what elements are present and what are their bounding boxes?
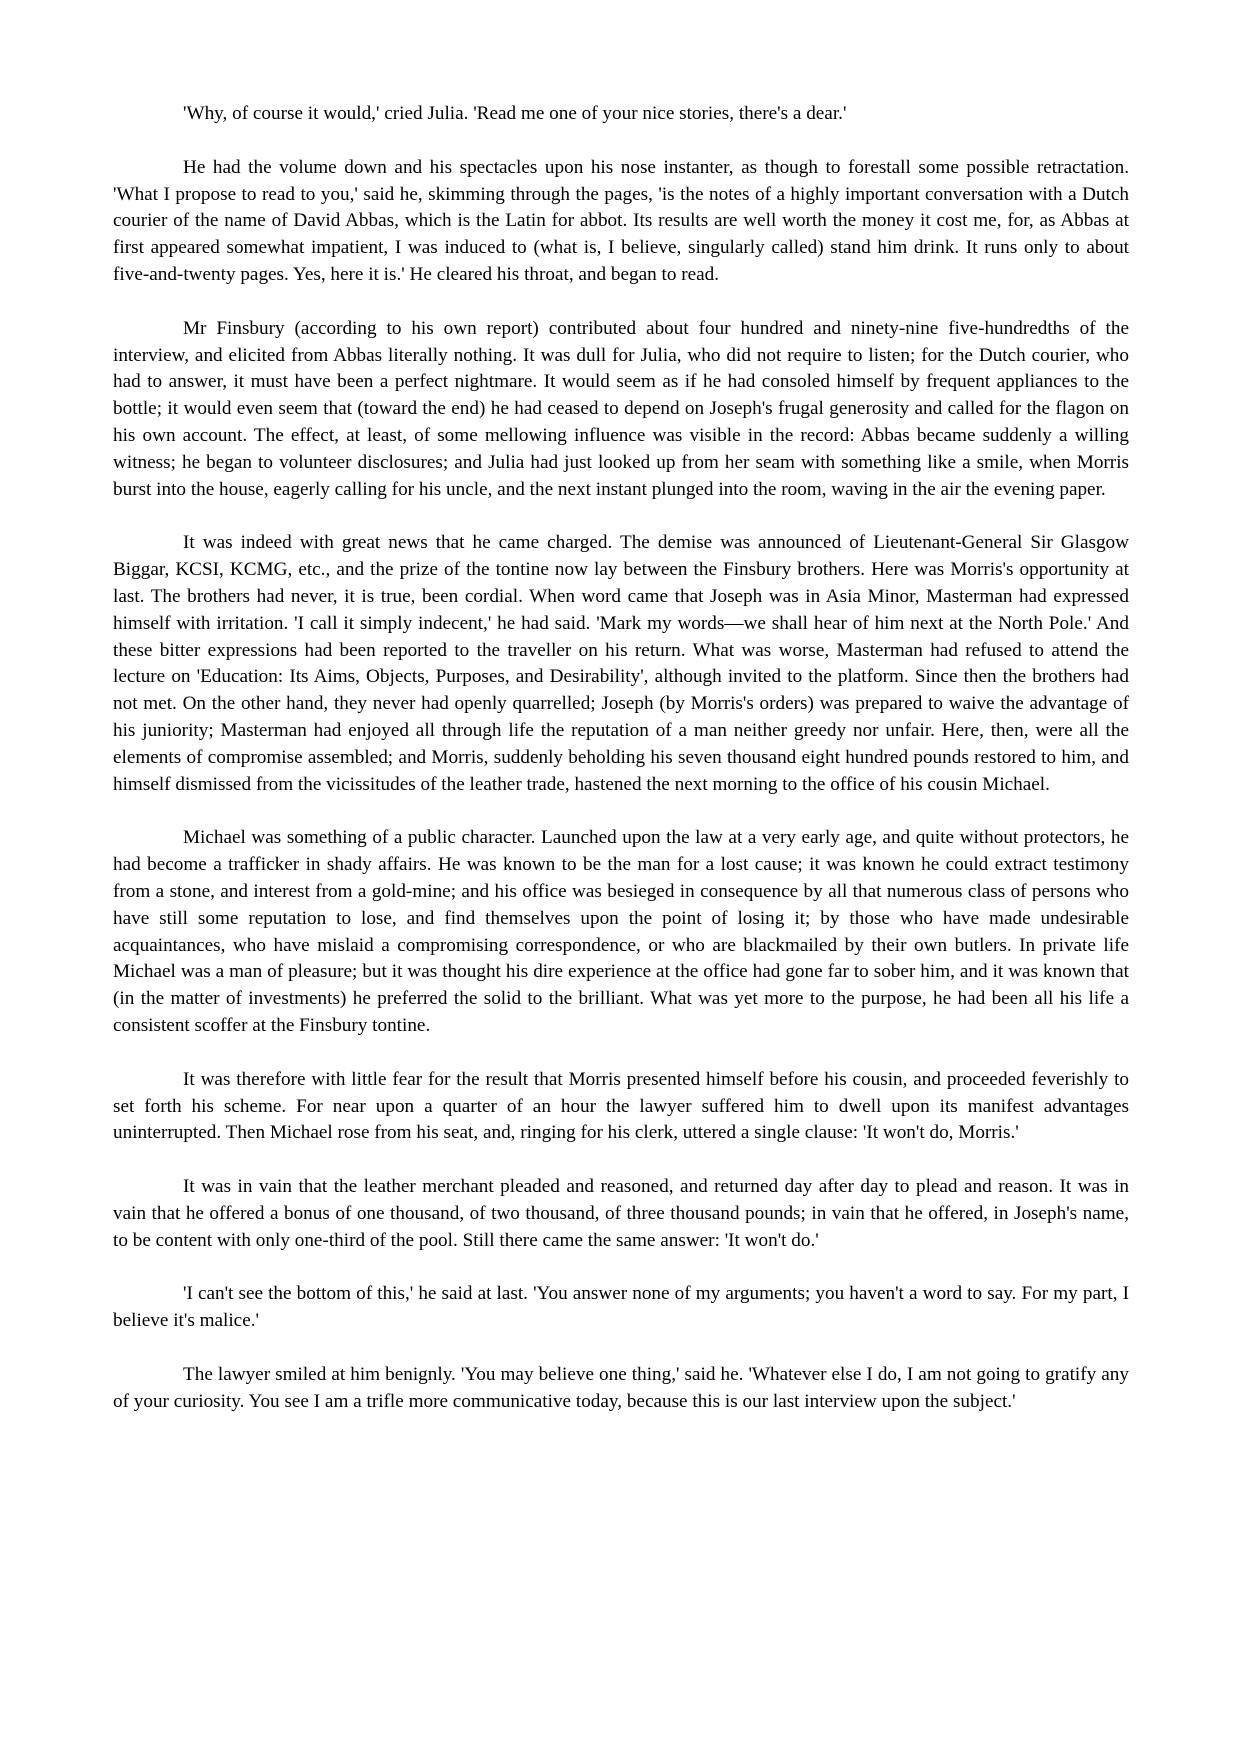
paragraph-5: Michael was something of a public character. Launched upon the law at a very early age, and quite without protectors, he had become a trafficker in shady affairs. He was known to be the man for a lost cause; it was known he could extract testimony from a stone, and interest from a gold-mine; and his office was besieged in consequence by all that numerous class of persons who have still some reputation to lose, and find themselves upon the point of losing it; by those who have made undesirable acquaintances, who have mislaid a compromising correspondence, or who are blackmailed by their own butlers. In private life Michael was a man of pleasure; but it was thought his dire experience at the office had gone far to sober him, and it was known that (in the matter of investments) he preferred the solid to the brilliant. What was yet more to the purpose, he had been all his life a consistent scoffer at the Finsbury tontine. (113, 827, 1129, 1036)
document-page (113, 101, 1129, 1416)
paragraph-9: The lawyer smiled at him benignly. 'You may believe one thing,' said he. 'Whatever else I do, I am not going to gratify any of your curiosity. You see I am a trifle more communicative today, because this is our last interview upon the subject.' (113, 1364, 1129, 1412)
paragraph-6: It was therefore with little fear for the result that Morris presented himself before his cousin, and proceeded feverishly to set forth his scheme. For near upon a quarter of an hour the lawyer suffered him to dwell upon its manifest advantages uninterrupted. Then Michael rose from his seat, and, ringing for his clerk, uttered a single clause: 'It won't do, Morris.' (113, 1068, 1129, 1144)
paragraph-1: 'Why, of course it would,' cried Julia. 'Read me one of your nice stories, there's a dear.' (183, 103, 847, 124)
paragraph-8: 'I can't see the bottom of this,' he said at last. 'You answer none of my arguments; you haven't a word to say. For my part, I believe it's malice.' (113, 1283, 1129, 1332)
paragraph-7: It was in vain that the leather merchant pleaded and reasoned, and returned day after day to plead and reason. It was in vain that he offered a bonus of one thousand, of two thousand, of three thousand pounds; in vain that he offered, in Joseph's name, to be content with only one-third of the pool. Still there came the same answer: 'It won't do.' (113, 1176, 1129, 1251)
paragraph-3: Mr Finsbury (according to his own report) contributed about four hundred and ninety-nine five-hundredths of the interview, and elicited from Abbas literally nothing. It was dull for Julia, who did not require to listen; for the Dutch courier, who had to answer, it must have been a perfect nightmare. It would seem as if he had consoled himself by frequent appliances to the bottle; it would even seem that (toward the end) he had ceased to depend on Joseph's frugal generosity and called for the flagon on his own account. The effect, at least, of some mellowing influence was visible in the record: Abbas became suddenly a willing witness; he began to volunteer disclosures; and Julia had just looked up from her seam with something like a smile, when Morris burst into the house, eagerly calling for his uncle, and the next instant plunged into the room, waving in the air the evening paper. (113, 317, 1129, 500)
paragraph-4: It was indeed with great news that he came charged. The demise was announced of Lieutenant-General Sir Glasgow Biggar, KCSI, KCMG, etc., and the prize of the tontine now lay between the Finsbury brothers. Here was Morris's opportunity at last. The brothers had never, it is true, been cordial. When word came that Joseph was in Asia Minor, Masterman had expressed himself with irritation. 'I call it simply indecent,' he had said. 'Mark my words—we shall hear of him next at the North Pole.' And these bitter expressions had been reported to the traveller on his return. What was worse, Masterman had refused to attend the lecture on 'Education: Its Aims, Objects, Purposes, and Desirability', although invited to the platform. Since then the brothers had not met. On the other hand, they never had openly quarrelled; Joseph (by Morris's orders) was prepared to waive the advantage of his juniority; Masterman had enjoyed all through life the reputation of a man neither greedy nor unfair. Here, then, were all the elements of compromise assembled; and Morris, suddenly beholding his seven thousand eight hundred pounds restored to him, and himself dismissed from the vicissitudes of the leather trade, hastened the next morning to the office of his cousin Michael. (113, 532, 1129, 795)
paragraph-2: He had the volume down and his spectacles upon his nose instanter, as though to forestall some possible retractation. 'What I propose to read to you,' said he, skimming through the pages, 'is the notes of a highly important conversation with a Dutch courier of the name of David Abbas, which is the Latin for abbot. Its results are well worth the money it cost me, for, as Abbas at first appeared somewhat impatient, I was induced to (what is, I believe, singularly called) stand him drink. It runs only to about five-and-twenty pages. Yes, here it is.' He cleared his throat, and began to read. (113, 156, 1129, 285)
